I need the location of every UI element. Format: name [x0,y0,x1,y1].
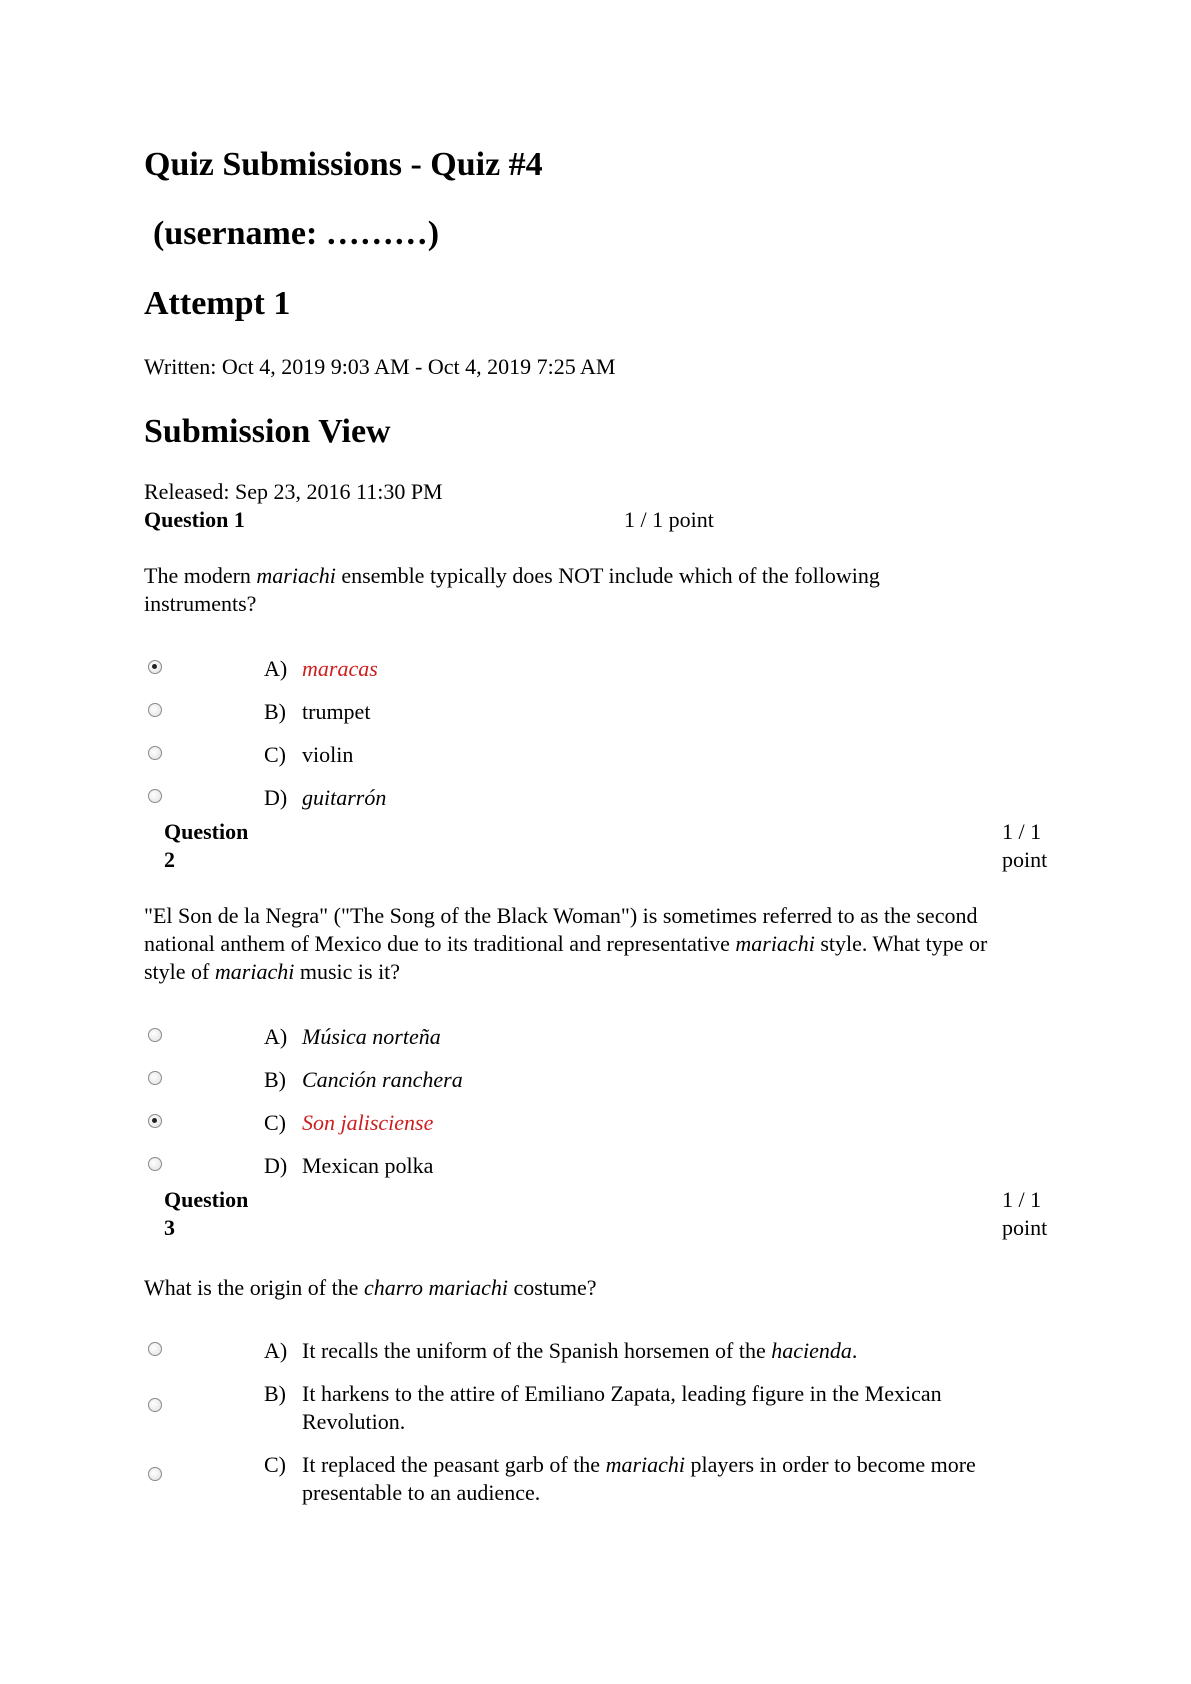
question-2-text: "El Son de la Negra" ("The Song of the Black Woman") is sometimes referred to as the second national anthem of Mexico due to its traditional and representative mariachi style. What type or style of mariachi music is it? [144,903,988,984]
q2-option-b-radio[interactable] [148,1071,162,1085]
q2-option-a-letter: A) [264,1024,288,1049]
q2-option-c-letter: C) [264,1110,286,1135]
q2-option-d-radio[interactable] [148,1157,162,1171]
q2-option-b-letter: B) [264,1067,286,1092]
q2-option-a-text: Música norteña [302,1024,441,1049]
q3-option-a-radio[interactable] [148,1342,162,1356]
q1-option-d-letter: D) [264,785,288,810]
q2-option-a-radio[interactable] [148,1028,162,1042]
question-3-points: 1 / 1 point [1002,1187,1048,1240]
q1-option-c-radio[interactable] [148,746,162,760]
q1-option-b-radio[interactable] [148,703,162,717]
q3-option-b-letter: B) [264,1381,286,1406]
question-1-points: 1 / 1 point [624,507,714,532]
submission-view-heading: Submission View [144,413,391,450]
q1-option-a-radio[interactable] [148,660,162,674]
question-1-label: Question 1 [144,507,245,532]
q3-option-a-text: It recalls the uniform of the Spanish horsemen of the hacienda. [302,1338,858,1363]
q3-option-b-radio[interactable] [148,1398,162,1412]
question-3-label: Question 3 [164,1187,249,1240]
q2-option-d-letter: D) [264,1153,288,1178]
q1-option-d-text: guitarrón [302,785,387,810]
question-1-text: The modern mariachi ensemble typically does NOT include which of the following instruments? [144,563,880,616]
question-2-label: Question 2 [164,819,249,872]
written-timestamp: Written: Oct 4, 2019 9:03 AM - Oct 4, 2019 7:25 AM [144,354,616,379]
q3-option-c-letter: C) [264,1452,286,1477]
page-title: Quiz Submissions - Quiz #4 [144,146,543,183]
q1-option-c-text: violin [302,742,354,767]
q1-option-a-text: maracas [302,656,378,681]
q1-option-b-text: trumpet [302,699,371,724]
released-timestamp: Released: Sep 23, 2016 11:30 PM [144,479,443,504]
question-2-points: 1 / 1 point [1002,819,1048,872]
q3-option-c-text: It replaced the peasant garb of the mariachi players in order to become more presentable to an audience. [302,1452,976,1505]
q3-option-a-letter: A) [264,1338,288,1363]
q3-option-c-radio[interactable] [148,1467,162,1481]
q3-option-b-text: It harkens to the attire of Emiliano Zapata, leading figure in the Mexican Revolution. [302,1381,942,1434]
username-heading: (username: ………) [153,215,440,252]
q1-option-c-letter: C) [264,742,286,767]
q1-option-d-radio[interactable] [148,789,162,803]
q2-option-d-text: Mexican polka [302,1153,434,1178]
attempt-heading: Attempt 1 [144,285,291,322]
q2-option-c-radio[interactable] [148,1114,162,1128]
q2-option-c-text: Son jalisciense [302,1110,434,1135]
q1-option-b-letter: B) [264,699,286,724]
question-3-text: What is the origin of the charro mariachi costume? [144,1275,597,1300]
q2-option-b-text: Canción ranchera [302,1067,463,1092]
q1-option-a-letter: A) [264,656,288,681]
